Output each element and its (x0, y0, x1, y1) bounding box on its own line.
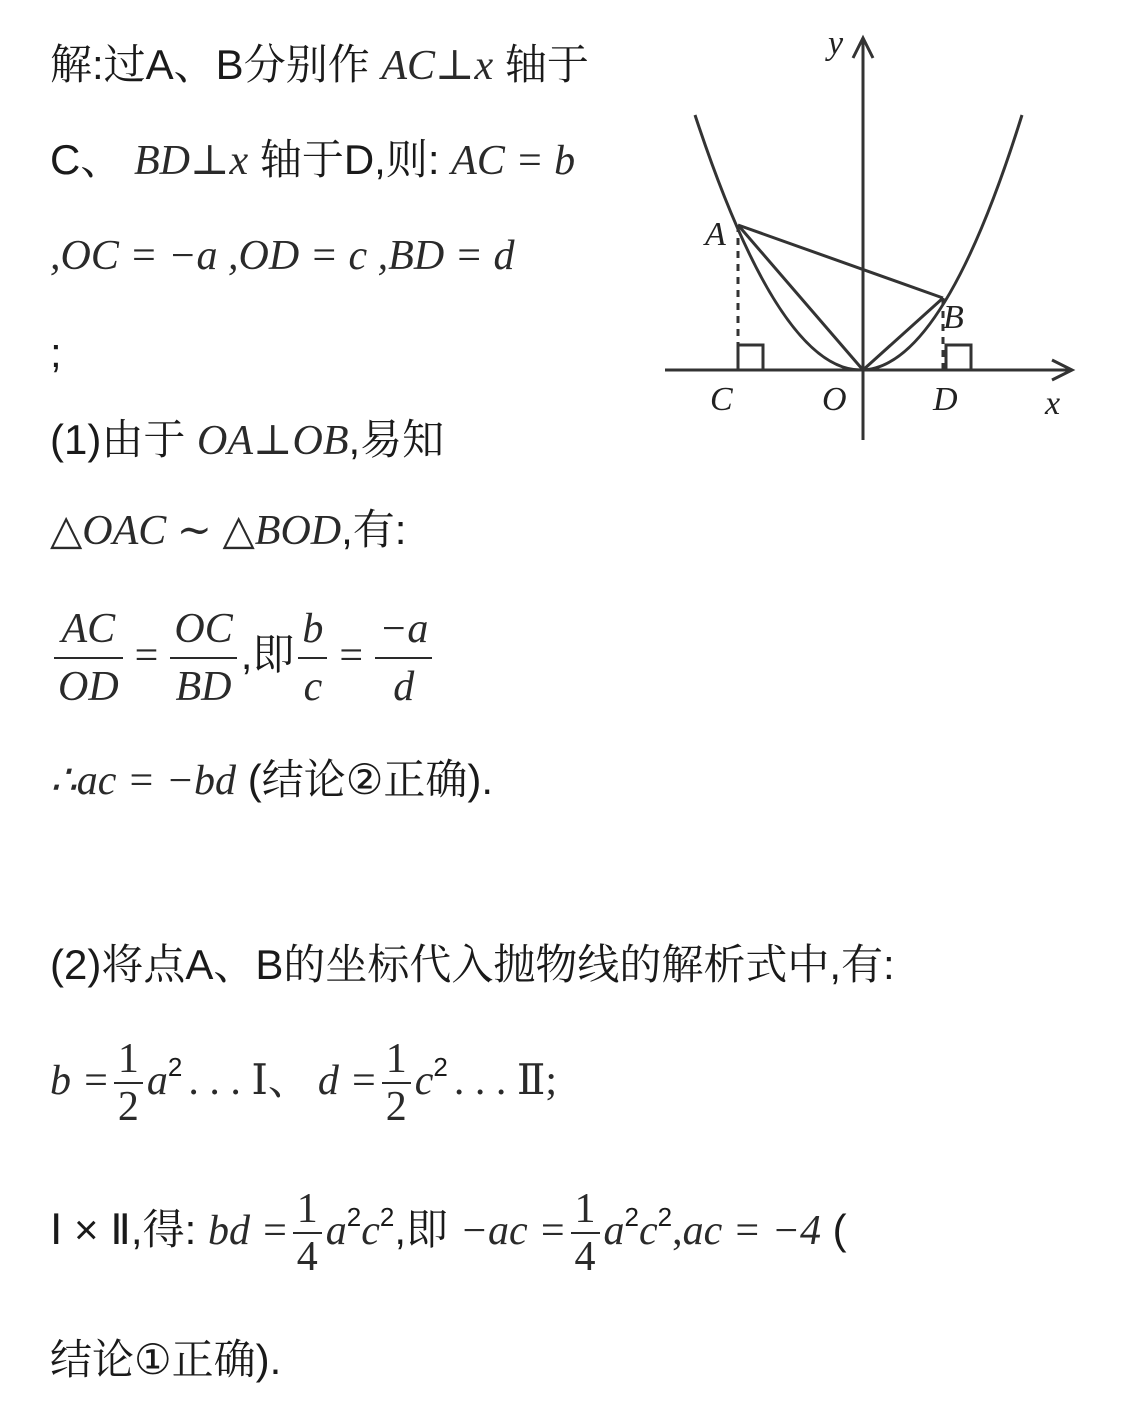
frac-bd: BD (175, 663, 232, 710)
label-d: D (933, 381, 958, 418)
frac-nega: −a (375, 601, 432, 659)
part1-conclusion (50, 755, 493, 806)
conclusion-2: (结论②正确). (236, 756, 494, 803)
similar-triangles: △OAC ∼ △BOD (50, 508, 342, 554)
exp-c-3: 2 (657, 1202, 673, 1232)
frac-b-c (298, 601, 327, 715)
lengths: ,OC = −a ,OD = c ,BD = d (50, 233, 515, 279)
intro-line-2 (50, 135, 575, 186)
half-den-2: 2 (385, 1083, 407, 1130)
quarter-num-1: 1 (293, 1186, 322, 1234)
frac-ac-od (54, 601, 123, 715)
frac-b: b (298, 601, 327, 659)
ac-neg-bd: ∴ac = −bd (50, 758, 237, 804)
semicolon: ; (50, 329, 62, 376)
perp-bd: BD⊥x (134, 138, 249, 184)
open-paren: ( (820, 1206, 847, 1253)
right-angle-c (738, 345, 763, 370)
frac-oc-bd (170, 601, 236, 715)
a-var-3: a (603, 1208, 625, 1254)
label-c: C (710, 381, 733, 418)
part1-label: (1)由于 (50, 416, 198, 463)
exp-a-3: 2 (624, 1202, 640, 1232)
intro-text: 解:过A、B分别作 (50, 41, 382, 88)
part1-fraction-line (50, 595, 436, 716)
intro-line-1 (50, 40, 589, 91)
a-var: a (146, 1058, 168, 1104)
comma: , (672, 1208, 683, 1254)
a-var-2: a (325, 1208, 347, 1254)
frac-half-1 (114, 1036, 143, 1130)
frac-ac: AC (54, 601, 123, 659)
half-num-1: 1 (114, 1036, 143, 1084)
conclusion-1: 结论①正确). (50, 1336, 282, 1383)
exp-a-2: 2 (346, 1202, 362, 1232)
c-var-3: c (639, 1208, 658, 1254)
dots-1: . . . Ⅰ、 (188, 1058, 310, 1104)
frac-nega-d (375, 601, 432, 715)
oa-perp-ob: OA⊥OB (197, 418, 349, 464)
part2-line-2 (50, 1025, 557, 1136)
part1-tail: ,易知 (348, 416, 445, 463)
equals-1: = (134, 633, 159, 679)
frac-c: c (303, 663, 323, 710)
quarter-den-2: 4 (574, 1233, 596, 1280)
frac-oc: OC (170, 601, 236, 659)
intro-tail: 轴于 (493, 41, 589, 88)
part2-label: (2)将点A、B的坐标代入抛物线的解析式中,有: (50, 941, 895, 988)
parabola-figure (660, 25, 1080, 455)
equals-2: = (339, 633, 364, 679)
ji-2: ,即 (394, 1206, 460, 1253)
frac-quarter-1 (293, 1186, 322, 1280)
label-y: y (828, 25, 844, 62)
part2-line-3 (50, 1175, 847, 1286)
perp-ac: AC⊥x (381, 43, 494, 89)
label-a: A (705, 216, 726, 253)
segment-ob (863, 298, 943, 370)
c-var-2: c (361, 1208, 380, 1254)
ac-eq-b: AC = b (451, 138, 576, 184)
ac-eq-neg4: ac = −4 (682, 1208, 821, 1254)
mult-label: Ⅰ × Ⅱ,得: (50, 1206, 208, 1253)
intro-line-3 (50, 230, 515, 281)
dots-2: . . . Ⅱ; (453, 1058, 558, 1104)
part1-have: ,有: (341, 506, 407, 553)
half-num-2: 1 (382, 1036, 411, 1084)
exp-c-2: 2 (379, 1202, 395, 1232)
label-x: x (1045, 385, 1061, 422)
intro-c: C、 (50, 136, 135, 183)
quarter-den-1: 4 (296, 1233, 318, 1280)
parabola-curve (695, 115, 1022, 370)
quarter-num-2: 1 (571, 1186, 600, 1234)
exp-c: 2 (433, 1052, 448, 1082)
part2-line-1 (50, 940, 895, 990)
neg-ac-eq: −ac = (459, 1208, 567, 1254)
ji-1: ,即 (240, 631, 295, 678)
frac-quarter-2 (571, 1186, 600, 1280)
frac-half-2 (382, 1036, 411, 1130)
label-b: B (943, 299, 964, 336)
exp-a: 2 (167, 1052, 183, 1082)
bd-eq: bd = (207, 1208, 289, 1254)
d-eq: d = (317, 1058, 378, 1104)
half-den-1: 2 (117, 1083, 139, 1130)
part1-line-2 (50, 505, 406, 556)
intro-line-4 (50, 328, 62, 378)
frac-d: d (393, 663, 415, 710)
intro-mid: 轴于D,则: (248, 136, 452, 183)
part1-line-1 (50, 415, 444, 466)
frac-od: OD (58, 663, 119, 710)
b-eq: b = (50, 1058, 110, 1104)
right-angle-d (946, 345, 971, 370)
label-o: O (822, 381, 847, 418)
part2-conclusion (50, 1335, 281, 1385)
c-var: c (414, 1058, 434, 1104)
